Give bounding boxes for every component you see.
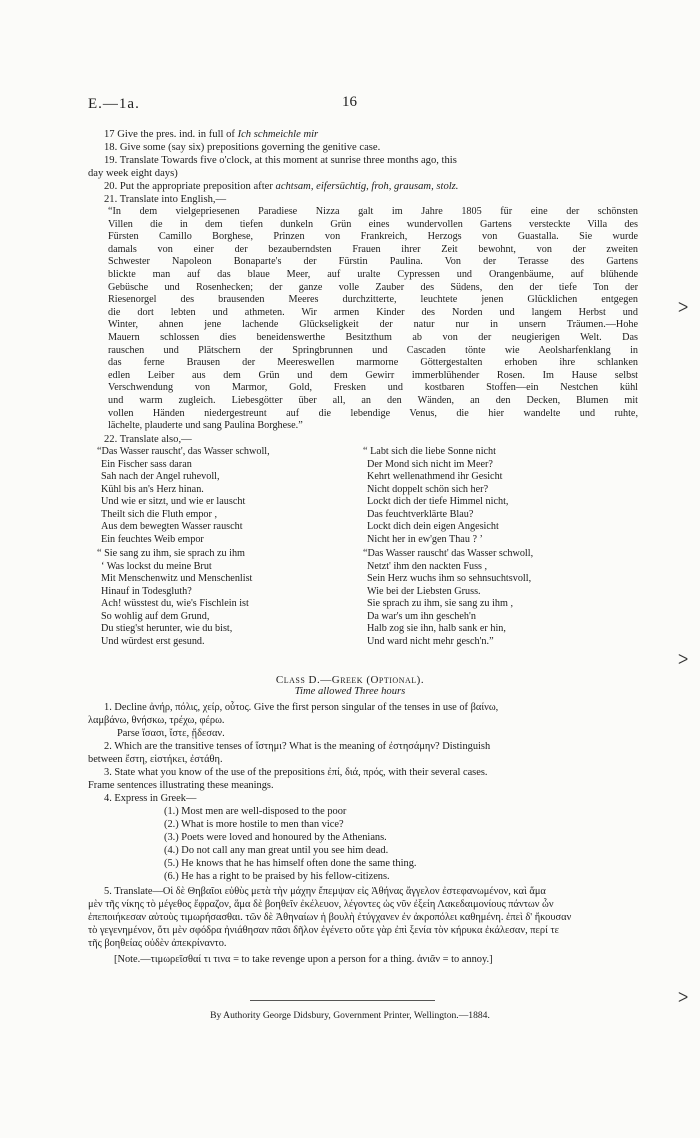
poem-line: Sie sprach zu ihm, sie sang zu ihm ,: [367, 598, 513, 609]
poem-line: Theilt sich die Fluth empor ,: [101, 508, 218, 520]
poem-line: Da war's um ihn gescheh'n: [367, 610, 476, 622]
greek-q4-item-3: (3.) Poets were loved and honoured by the Athenians.: [164, 832, 387, 843]
greek-q5-line-3: ἐπεποιήκεσαν αὐτοὺς τιμωρήσασθαι. τῶν δὲ Ἀθηναίων ἡ βουλὴ ἐτύγχανεν ἐν ἀκροπόλει καθημένη. ἐπεὶ δ' ἤκουσαν: [88, 912, 572, 923]
poem-line: Und wie er sitzt, und wie er lauscht: [101, 496, 246, 507]
passage-line: lächelte, plauderte und sang Paulina Borghese.”: [108, 420, 303, 432]
poem-line: ‘ Was lockst du meine Brut: [101, 560, 212, 572]
time-allowed: Time allowed Three hours: [294, 686, 406, 697]
greek-q4-intro: 4. Express in Greek—: [104, 793, 197, 804]
passage-line: Riesenorgel des brausenden Meeres durchzitterte, leuchtete jenen Glücklichen entgegen: [108, 294, 638, 306]
question-19-line-1: 19. Translate Towards five o'clock, at this moment at sunrise three months ago, this: [104, 155, 457, 166]
poem-line: Du stieg'st herunter, wie du bist,: [101, 623, 233, 634]
question-22-intro: 22. Translate also,—: [104, 434, 192, 445]
passage-line: Gebüsche und Rosenhecken; der ganze volle Zauber des Südens, den der tiefe Ton der: [108, 281, 638, 293]
passage-line: Schwester Napoleon Bonaparte's der Fürstin Paulina. Von der Terasse des Gartens: [108, 256, 638, 268]
poem-line: Ein feuchtes Weib empor: [101, 533, 204, 545]
greek-q3-line-2: Frame sentences illustrating these meanings.: [88, 780, 274, 791]
greek-q5-line-4: τὸ γεγενημένον, ὅτι μὲν σφόδρα ἠνιάθησαν πᾶσι δῆλον ἐγένετο οὔτε γὰρ ἐπὶ ξενία τὸν κήρυκα ἐκάλεσαν, περί τε: [88, 925, 559, 936]
question-17-text: 17 Give the pres. ind. in full of: [104, 129, 238, 140]
poem-line: Ein Fischer sass daran: [101, 458, 192, 470]
poem-stanza-4: [363, 548, 533, 648]
poem-line: Nicht doppelt schön sich her?: [367, 483, 489, 495]
question-20: [104, 180, 458, 193]
page-number: 16: [342, 94, 357, 110]
greek-q3-line-1: 3. State what you know of the use of the prepositions ἐπί, διά, πρός, with their several cases.: [104, 767, 488, 778]
question-17: [104, 128, 318, 141]
greek-q5-line-5: τῆς βοηθείας οὐδὲν ἀπεκρίναντο.: [88, 938, 227, 949]
poem-line: Der Mond sich nicht im Meer?: [367, 458, 493, 470]
margin-mark: ᐳ: [678, 653, 689, 668]
poem-line: Wie bei der Liebsten Gruss.: [367, 585, 481, 597]
greek-q2-line-2: between ἔστη, εἱστήκει, ἐστάθη.: [88, 754, 223, 765]
margin-mark: ᐳ: [678, 991, 689, 1006]
question-21-intro: 21. Translate into English,—: [104, 194, 227, 205]
greek-q1-line-2: λαμβάνω, θνήσκω, τρέχω, φέρω.: [88, 715, 225, 726]
poem-stanza-3: [97, 548, 252, 648]
greek-q5-line-2: μὲν τῆς νίκης τὸ μέγεθος ἔφραζον, ἅμα δὲ βοηθεῖν ἐκέλευον, λέγοντες ὡς νῦν ἐξείη Λακεδαιμονίους πάντων ὧν: [88, 899, 554, 910]
question-21-passage: [108, 206, 638, 433]
greek-q1-line-1: 1. Decline ἀνήρ, πόλις, χείρ, οὗτος. Give the first person singular of the tenses in use of βαίνω,: [104, 702, 499, 713]
poem-line: Nicht her in ew'gen Thau ? ’: [367, 533, 483, 545]
passage-line: die dort lebten und athmeten. Wir armen Kinder des Norden und langem Herbst und: [108, 306, 638, 318]
poem-line: Und würdest erst gesund.: [101, 635, 205, 647]
poem-line: Sein Herz wuchs ihm so sehnsuchtsvoll,: [367, 573, 532, 584]
passage-line: Mauern schlossen dies beneidenswerthe Besitzthum ab von der neugierigen Welt. Das: [108, 331, 638, 343]
passage-line: damals von einer der bezauberndsten Frauen ihrer Zeit bewohnt, von der zweiten: [108, 243, 638, 255]
greek-q4-item-4: (4.) Do not call any man great until you see him dead.: [164, 845, 389, 856]
poem-line: Aus dem bewegten Wasser rauscht: [101, 521, 243, 532]
passage-line: blickte man auf das blaue Meer, auf uralte Cypressen und Orangenbäume, auf blühende: [108, 268, 638, 280]
poem-line: Kehrt wellenathmend ihr Gesicht: [367, 471, 503, 482]
greek-q4-item-2: (2.) What is more hostile to men than vice?: [164, 819, 344, 830]
poem-line: Mit Menschenwitz und Menschenlist: [101, 573, 253, 584]
passage-line: Winter, ahnen jene lachende Glückseligkeit der natur nur in unsern Träumen.—Hohe: [108, 319, 638, 331]
passage-line: vollen Händen niedergestreunt auf die lebendige Venus, die hier wandelte und ruhte,: [108, 407, 638, 419]
question-20-text: 20. Put the appropriate preposition after: [104, 181, 276, 192]
poem-line: Lockt dich der tiefe Himmel nicht,: [367, 496, 509, 507]
footer-rule: [250, 1000, 435, 1001]
poem-line: “ Labt sich die liebe Sonne nicht: [363, 446, 496, 457]
greek-q4-item-6: (6.) He has a right to be praised by his fellow-citizens.: [164, 871, 390, 882]
poem-line: Das feuchtverklärte Blau?: [367, 508, 474, 520]
greek-note: [Note.—τιμωρεῖσθαί τι τινα = to take revenge upon a person for a thing. ἀνιᾶν = to annoy.]: [114, 954, 493, 965]
question-18: 18. Give some (say six) prepositions governing the genitive case.: [104, 142, 381, 153]
greek-q5-line-1: 5. Translate—Οἱ δὲ Θηβαῖοι εὐθὺς μετὰ τὴν μάχην ἔπεμψαν εἰς Ἀθήνας ἄγγελον ἐστεφανωμένον, καὶ ἅμα: [104, 886, 546, 897]
greek-q2-line-1: 2. Which are the transitive tenses of ἵστημι? What is the meaning of ἐστησάμην? Distinguish: [104, 741, 491, 752]
margin-mark: ᐳ: [678, 301, 689, 316]
passage-line: das ferne Brausen der Meereswellen marmorne Göttergestalten erhoben ihre schlanken: [108, 357, 638, 369]
poem-line: Und ward nicht mehr gesch'n.”: [367, 635, 494, 647]
document-code: E.—1a.: [88, 96, 140, 112]
poem-line: Hinauf in Todesgluth?: [101, 585, 192, 597]
question-17-phrase: Ich schmeichle mir: [237, 129, 319, 140]
poem-line: “Das Wasser rauscht', das Wasser schwoll,: [97, 446, 270, 457]
poem-line: Halb zog sie ihn, halb sank er hin,: [367, 623, 506, 634]
passage-line: Fürsten Camillo Borghese, Prinzen von Frankreich, Herzogs von Guastalla. Sie wurde: [108, 231, 638, 243]
passage-line: “In dem vielgepriesenen Paradiese Nizza galt im Jahre 1805 für eine der schönsten: [108, 206, 638, 217]
poem-stanza-1: [97, 446, 270, 546]
class-d-heading: Class D.—Greek (Optional).: [275, 674, 425, 686]
greek-q4-item-1: (1.) Most men are well-disposed to the poor: [164, 806, 347, 817]
passage-line: Verschwendung von Marmor, Gold, Fresken und kostbaren Stoffen—ein Nestchen kühl: [108, 382, 638, 394]
poem-line: So wohlig auf dem Grund,: [101, 610, 210, 622]
poem-line: “ Sie sang zu ihm, sie sprach zu ihm: [97, 548, 245, 559]
question-20-words: achtsam, eifersüchtig, froh, grausam, stolz.: [275, 181, 459, 192]
poem-line: Lockt dich dein eigen Angesicht: [367, 521, 499, 532]
question-19-line-2: day week eight days): [88, 168, 178, 179]
poem-line: Sah nach der Angel ruhevoll,: [101, 471, 220, 482]
passage-line: Villen die in dem tiefen dunkeln Grün eines wundervollen Gartens versteckte Villa des: [108, 218, 638, 230]
passage-line: edlen Leiber aus dem Grün und dem Gewirr immerblühender Rosen. Im Hause selbst: [108, 369, 638, 381]
passage-line: und warm zugleich. Liebesgötter über all, an den Wänden, an den Decken, Blumen mit: [108, 394, 638, 406]
greek-q1-line-3: Parse ἴσασι, ἴστε, ᾔδεσαν.: [117, 728, 225, 739]
printer-imprint: By Authority George Didsbury, Government Printer, Wellington.—1884.: [210, 1010, 490, 1021]
poem-line: Kühl bis an's Herz hinan.: [101, 483, 204, 495]
poem-line: Netzt' ihm den nackten Fuss ,: [367, 560, 488, 572]
greek-q4-item-5: (5.) He knows that he has himself often done the same thing.: [164, 858, 417, 869]
poem-line: Ach! wüsstest du, wie's Fischlein ist: [101, 598, 249, 609]
poem-line: “Das Wasser rauscht' das Wasser schwoll,: [363, 548, 534, 559]
passage-line: rauschen und Plätschern der Springbrunnen und Cascaden tönte wie Aeolsharfenklang in: [108, 344, 638, 356]
poem-stanza-2: [363, 446, 508, 546]
